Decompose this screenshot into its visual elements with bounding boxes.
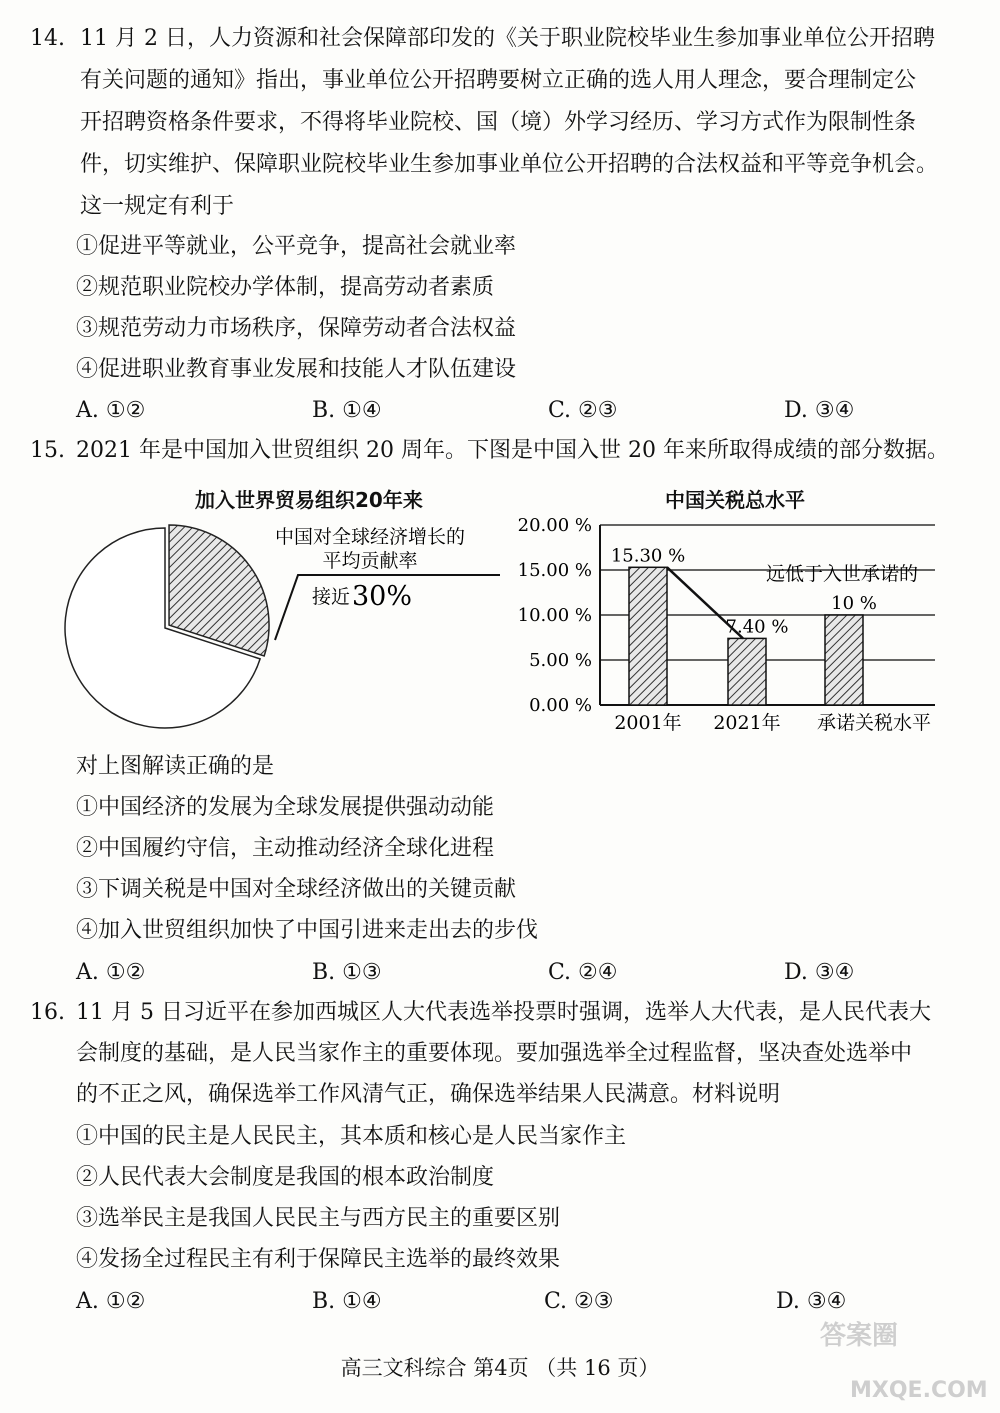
statement: ①中国经济的发展为全球发展提供强动动能 (76, 795, 495, 820)
option-d[interactable]: D. ③④ (784, 960, 855, 985)
stem-line: 有关问题的通知》指出，事业单位公开招聘要树立正确的选人用人理念，要合理制定公 (80, 68, 917, 93)
option-d[interactable]: D. ③④ (776, 1289, 847, 1314)
bar-0 (629, 567, 667, 705)
option-c[interactable]: C. ②③ (544, 1289, 614, 1314)
statement: ③下调关税是中国对全球经济做出的关键贡献 (76, 877, 517, 902)
watermark-logo: 答案圈 (820, 1321, 899, 1351)
x-category-label: 承诺关税水平 (816, 712, 932, 734)
statement: ③选举民主是我国人民民主与西方民主的重要区别 (76, 1206, 561, 1231)
x-category-label: 2001年 (614, 712, 682, 734)
statement: ④加入世贸组织加快了中国引进来走出去的步伐 (76, 918, 539, 943)
pie-chart (60, 515, 510, 745)
bar-1 (728, 638, 766, 705)
stem-line: 开招聘资格条件要求，不得将毕业院校、国（境）外学习经历、学习方式作为限制性条 (80, 110, 917, 135)
x-category-label: 2021年 (713, 712, 781, 734)
stem-line: 件，切实维护、保障职业院校毕业生参加事业单位公开招聘的合法权益和平等竞争机会。 (80, 152, 939, 177)
trend-line (667, 567, 743, 638)
y-tick-label: 15.00 % (517, 560, 592, 581)
option-b[interactable]: B. ①④ (312, 1289, 382, 1314)
option-a[interactable]: A. ①② (76, 960, 146, 985)
y-tick-label: 5.00 % (529, 650, 592, 671)
bar-value-label: 15.30 % (610, 545, 686, 567)
watermark-url: MXQE.COM (850, 1378, 988, 1403)
page-footer: 高三文科综合 第4页 （共 16 页） (340, 1356, 660, 1380)
stem-line: 这一规定有利于 (80, 194, 235, 219)
option-b[interactable]: B. ①③ (312, 960, 382, 985)
y-tick-label: 20.00 % (517, 515, 592, 536)
statement: ②中国履约守信，主动推动经济全球化进程 (76, 836, 495, 861)
bar-2 (825, 615, 863, 705)
annotation-prefix: 接近 (311, 586, 350, 608)
statement: ②规范职业院校办学体制，提高劳动者素质 (76, 275, 495, 300)
option-a[interactable]: A. ①② (76, 398, 146, 423)
annotation-line: 平均贡献率 (322, 550, 418, 572)
question-number: 15. (30, 438, 65, 463)
question-text: 对上图解读正确的是 (76, 754, 275, 779)
stem-line: 11 月 2 日，人力资源和社会保障部印发的《关于职业院校毕业生参加事业单位公开招聘 (80, 26, 935, 51)
bar-value-label: 10 % (831, 593, 877, 614)
option-a[interactable]: A. ①② (76, 1289, 146, 1314)
pie-chart-title: 加入世界贸易组织20年来 (195, 488, 423, 512)
y-tick-label: 0.00 % (529, 695, 592, 716)
question-number: 14. (30, 26, 65, 51)
stem-line: 的不正之风，确保选举工作风清气正，确保选举结果人民满意。材料说明 (76, 1082, 781, 1107)
stem-line: 2021 年是中国加入世贸组织 20 周年。下图是中国入世 20 年来所取得成绩的部分数据。 (76, 438, 949, 463)
option-b[interactable]: B. ①④ (312, 398, 382, 423)
y-tick-label: 10.00 % (517, 605, 592, 626)
bar-annotation: 远低于入世承诺的 (765, 563, 918, 585)
bar-chart (510, 510, 950, 740)
statement: ②人民代表大会制度是我国的根本政治制度 (76, 1165, 495, 1190)
bar-value-label: 7.40 % (725, 616, 789, 638)
option-d[interactable]: D. ③④ (784, 398, 855, 423)
option-c[interactable]: C. ②④ (548, 960, 618, 985)
stem-line: 会制度的基础，是人民当家作主的重要体现。要加强选举全过程监督，坚决查处选举中 (76, 1041, 913, 1066)
statement: ③规范劳动力市场秩序，保障劳动者合法权益 (76, 316, 517, 341)
stem-line: 11 月 5 日习近平在参加西城区人大代表选举投票时强调，选举人大代表，是人民代表大 (76, 1000, 931, 1025)
statement: ①中国的民主是人民民主，其本质和核心是人民当家作主 (76, 1124, 627, 1149)
question-number: 16. (30, 1000, 65, 1025)
annotation-line: 中国对全球经济增长的 (274, 526, 466, 548)
statement: ①促进平等就业，公平竞争，提高社会就业率 (76, 234, 517, 259)
statement: ④促进职业教育事业发展和技能人才队伍建设 (76, 357, 517, 382)
option-c[interactable]: C. ②③ (548, 398, 618, 423)
annotation-value: 30% (352, 581, 413, 612)
statement: ④发扬全过程民主有利于保障民主选举的最终效果 (76, 1247, 561, 1272)
bar-chart-title: 中国关税总水平 (665, 488, 805, 512)
